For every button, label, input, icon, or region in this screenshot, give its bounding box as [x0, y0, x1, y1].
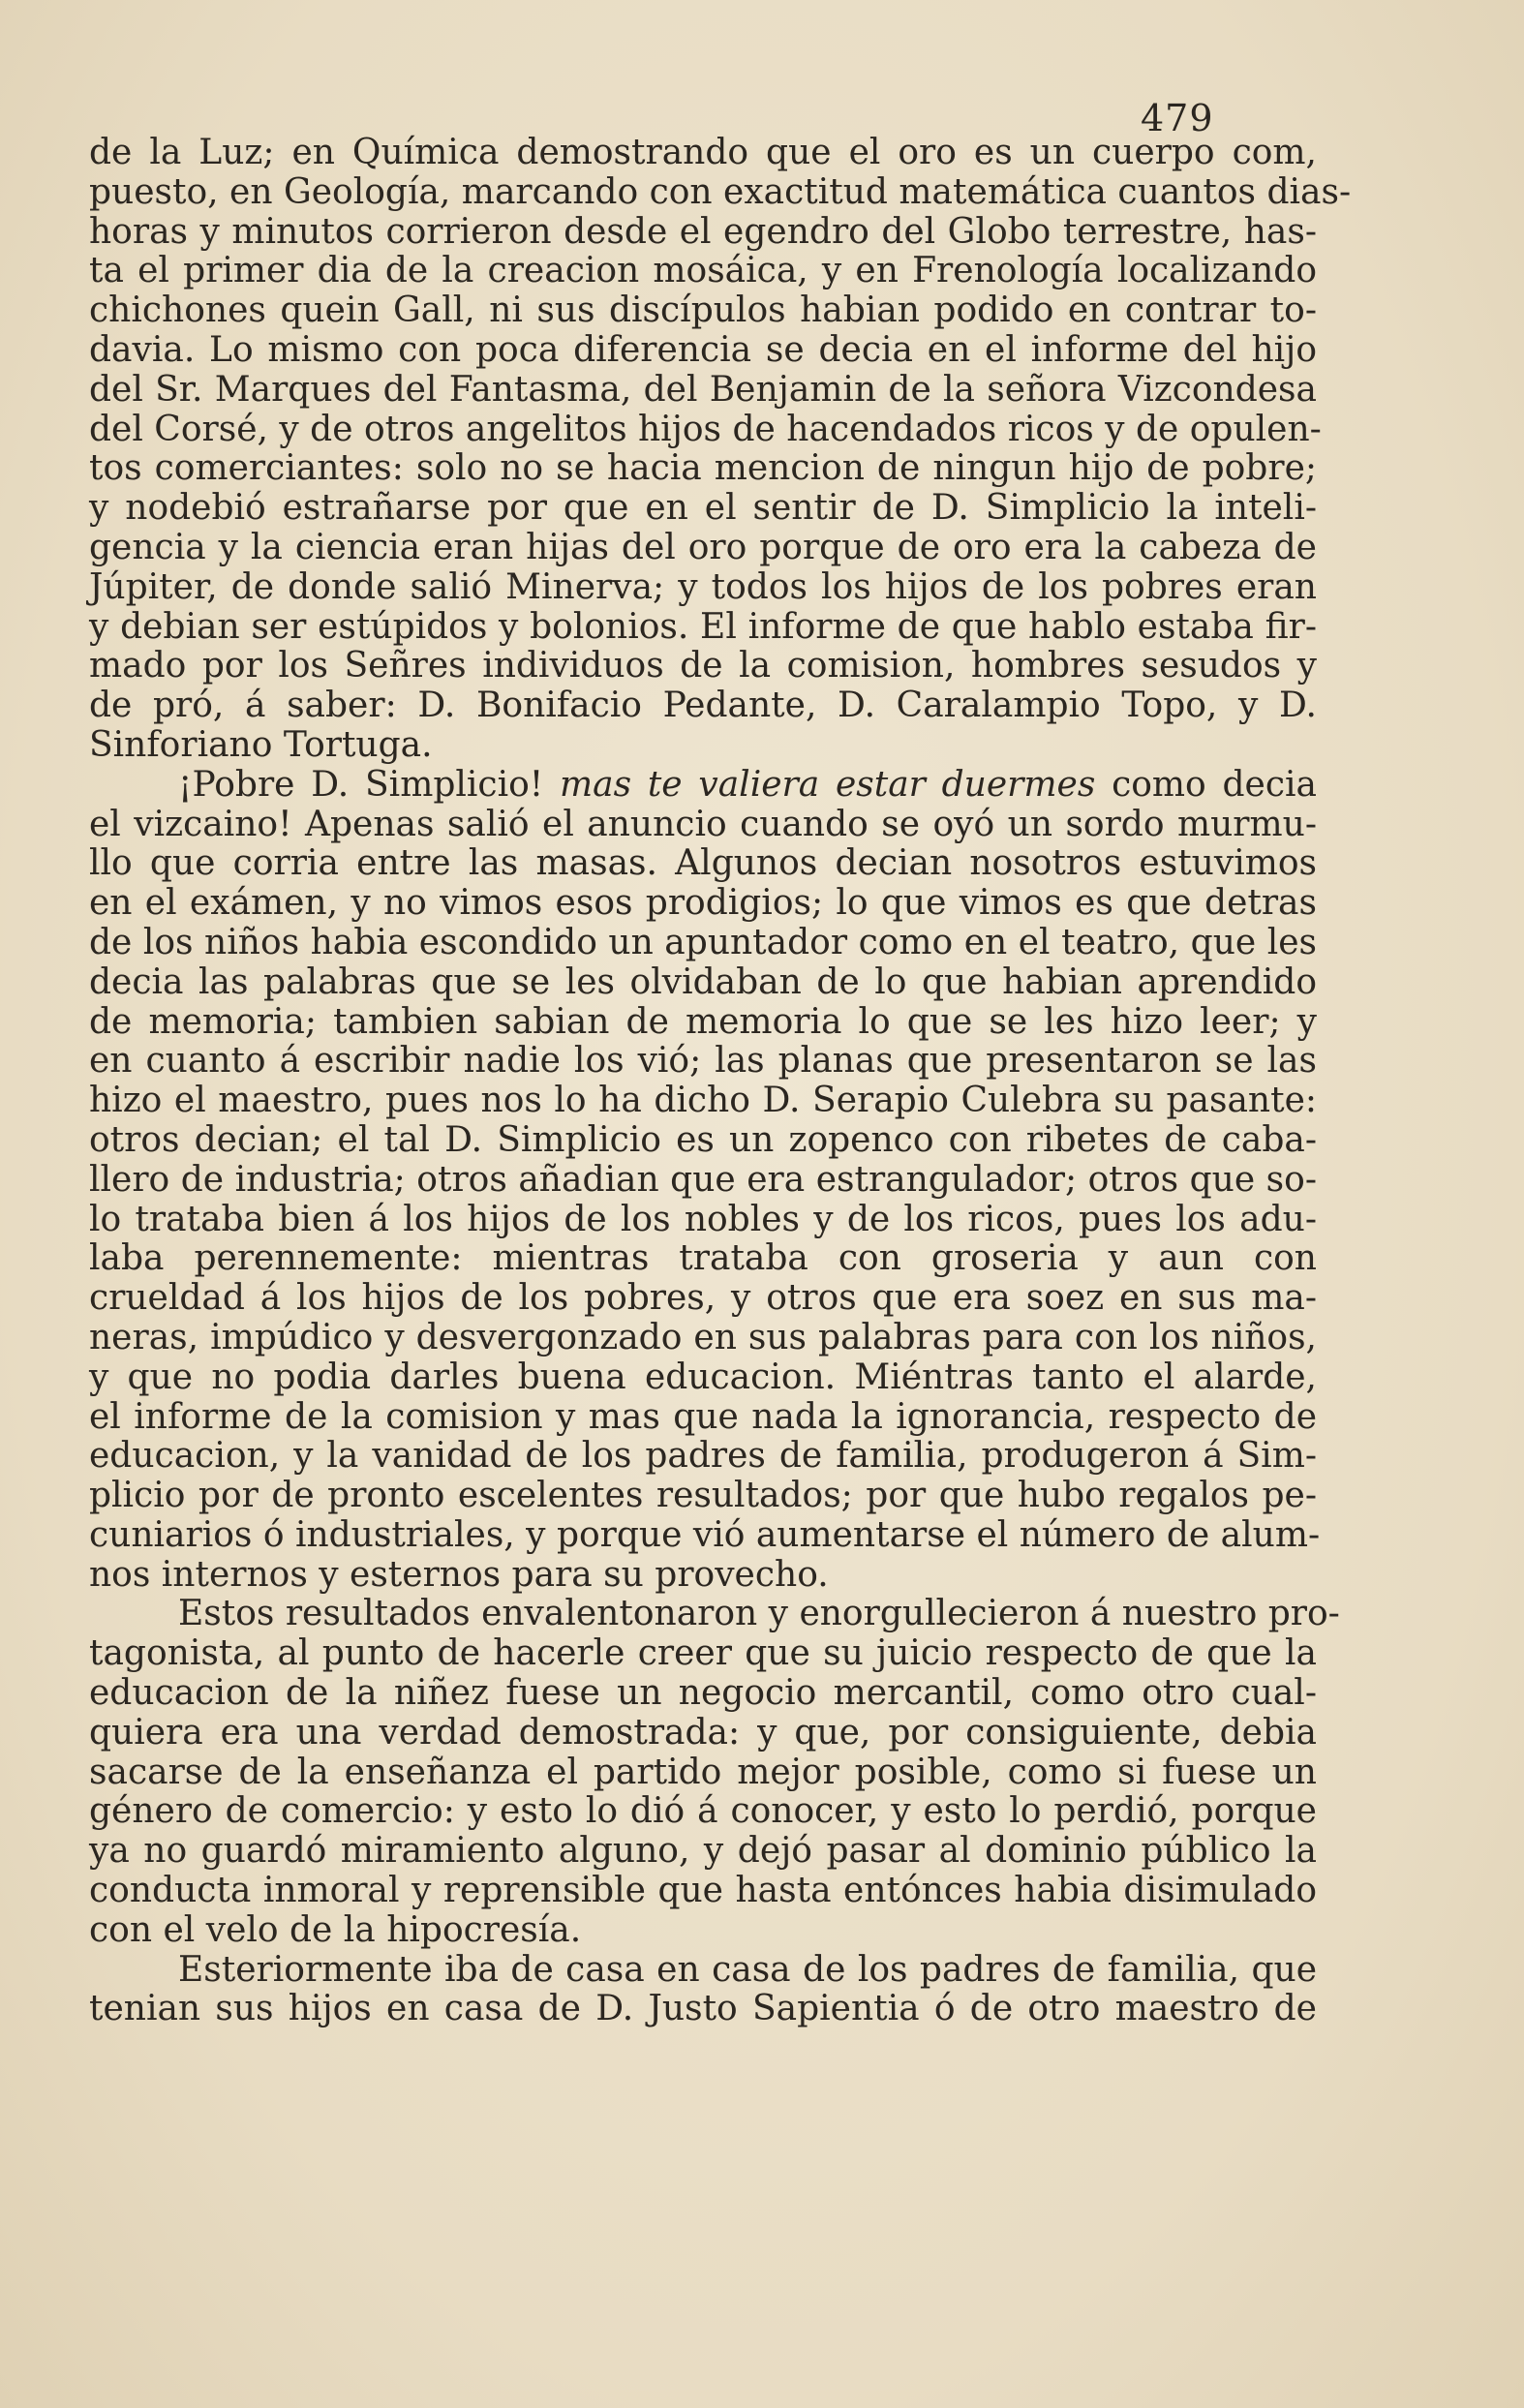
text-line: en el exámen, y no vimos esos prodigios; lo que vimos es que detras — [89, 883, 1317, 924]
text-line: tenian sus hijos en casa de D. Justo Sapientia ó de otro maestro de — [89, 1989, 1317, 2029]
text-line: cuniarios ó industriales, y porque vió aumentarse el número de alum- — [89, 1514, 1321, 1555]
text-line: tagonista, al punto de hacerle creer que su juicio respecto de que la — [89, 1633, 1317, 1674]
text-line: de memoria; tambien sabian de memoria lo que se les hizo leer; y — [89, 1001, 1317, 1042]
text-line: lo trataba bien á los hijos de los nobles y de los ricos, pues los adu- — [89, 1199, 1317, 1239]
text-line: Esteriormente iba de casa en casa de los padres de familia, que — [178, 1949, 1317, 1990]
text-line: educacion de la niñez fuese un negocio mercantil, como otro cual- — [89, 1673, 1317, 1714]
text-line: plicio por de pronto escelentes resultados; por que hubo regalos pe- — [89, 1476, 1317, 1516]
text-run: como decia — [1095, 764, 1317, 805]
text-line: con el velo de la hipocresía. — [89, 1909, 582, 1950]
text-line: hizo el maestro, pues nos lo ha dicho D. Serapio Culebra su pasante: — [89, 1081, 1317, 1121]
text-line: género de comercio: y esto lo dió á conocer, y esto lo perdió, porque — [89, 1791, 1317, 1832]
text-line: nos internos y esternos para su provecho. — [89, 1554, 829, 1595]
text-line: educacion, y la vanidad de los padres de familia, produgeron á Sim- — [89, 1436, 1317, 1477]
text-line: quiera era una verdad demostrada: y que, por consiguiente, debia — [89, 1712, 1317, 1753]
text-line: Sinforiano Tortuga. — [89, 724, 433, 765]
text-line: davia. Lo mismo con poca diferencia se decia en el informe del hijo — [89, 329, 1317, 370]
text-line: el vizcaino! Apenas salió el anuncio cuando se oyó un sordo murmu- — [89, 804, 1317, 844]
text-line: del Corsé, y de otros angelitos hijos de hacendados ricos y de opulen- — [89, 409, 1322, 449]
text-line: mado por los Señres individuos de la comision, hombres sesudos y — [89, 646, 1317, 686]
italic-phrase: mas te valiera estar duermes — [560, 764, 1096, 805]
text-line: llo que corria entre las masas. Algunos decian nosotros estuvimos — [89, 843, 1317, 884]
text-line: y nodebió estrañarse por que en el sentir de D. Simplicio la inteli- — [89, 488, 1317, 529]
paragraph-3 — [89, 1594, 1340, 1950]
text-line: tos comerciantes: solo no se hacia mencion de ningun hijo de pobre; — [89, 448, 1317, 489]
text-line: ya no guardó miramiento alguno, y dejó pasar al dominio público la — [89, 1831, 1317, 1872]
text-line: crueldad á los hijos de los pobres, y otros que era soez en sus ma- — [89, 1278, 1317, 1319]
text-line-with-italic — [89, 766, 1317, 806]
text-line: de los niños habia escondido un apuntador como en el teatro, que les — [89, 922, 1317, 962]
paragraph-1 — [89, 133, 1352, 766]
text-line: del Sr. Marques del Fantasma, del Benjamin de la señora Vizcondesa — [89, 369, 1317, 410]
paragraph-4 — [89, 1951, 1317, 2030]
text-line: otros decian; el tal D. Simplicio es un zopenco con ribetes de caba- — [89, 1119, 1317, 1160]
paragraph-2 — [89, 764, 1321, 1596]
text-line: en cuanto á escribir nadie los vió; las planas que presentaron se las — [89, 1041, 1317, 1082]
text-line: chichones quein Gall, ni sus discípulos habian podido en contrar to- — [89, 290, 1317, 331]
text-line: el informe de la comision y mas que nada la ignorancia, respecto de — [89, 1396, 1317, 1437]
page-number: 479 — [1141, 97, 1214, 139]
text-line: y que no podia darles buena educacion. Miéntras tanto el alarde, — [89, 1356, 1317, 1397]
text-line: ta el primer dia de la creacion mosáica, y en Frenología localizando — [89, 251, 1317, 291]
text-line: laba perennemente: mientras trataba con groseria y aun con — [89, 1238, 1317, 1279]
text-line: decia las palabras que se les olvidaban de lo que habian aprendido — [89, 961, 1317, 1002]
text-line: y debian ser estúpidos y bolonios. El informe de que hablo estaba fir- — [89, 606, 1317, 647]
text-line: llero de industria; otros añadian que era estrangulador; otros que so- — [89, 1159, 1317, 1200]
text-line: sacarse de la enseñanza el partido mejor posible, como si fuese un — [89, 1752, 1317, 1792]
text-line: gencia y la ciencia eran hijas del oro porque de oro era la cabeza de — [89, 527, 1317, 567]
text-line: neras, impúdico y desvergonzado en sus palabras para con los niños, — [89, 1317, 1317, 1357]
text-run: ¡Pobre D. Simplicio! — [178, 764, 560, 805]
body-text — [89, 133, 1352, 2029]
text-line: puesto, en Geología, marcando con exactitud matemática cuantos dias- — [89, 171, 1352, 212]
text-line: de pró, á saber: D. Bonifacio Pedante, D. Caralampio Topo, y D. — [89, 686, 1317, 726]
text-line: Estos resultados envalentonaron y enorgullecieron á nuestro pro- — [178, 1594, 1340, 1634]
text-line: horas y minutos corrieron desde el egendro del Globo terrestre, has- — [89, 211, 1317, 252]
text-line: conducta inmoral y reprensible que hasta entónces habia disimulado — [89, 1871, 1317, 1911]
text-line: Júpiter, de donde salió Minerva; y todos los hijos de los pobres eran — [89, 566, 1317, 607]
text-line: de la Luz; en Química demostrando que el oro es un cuerpo com, — [89, 133, 1317, 172]
